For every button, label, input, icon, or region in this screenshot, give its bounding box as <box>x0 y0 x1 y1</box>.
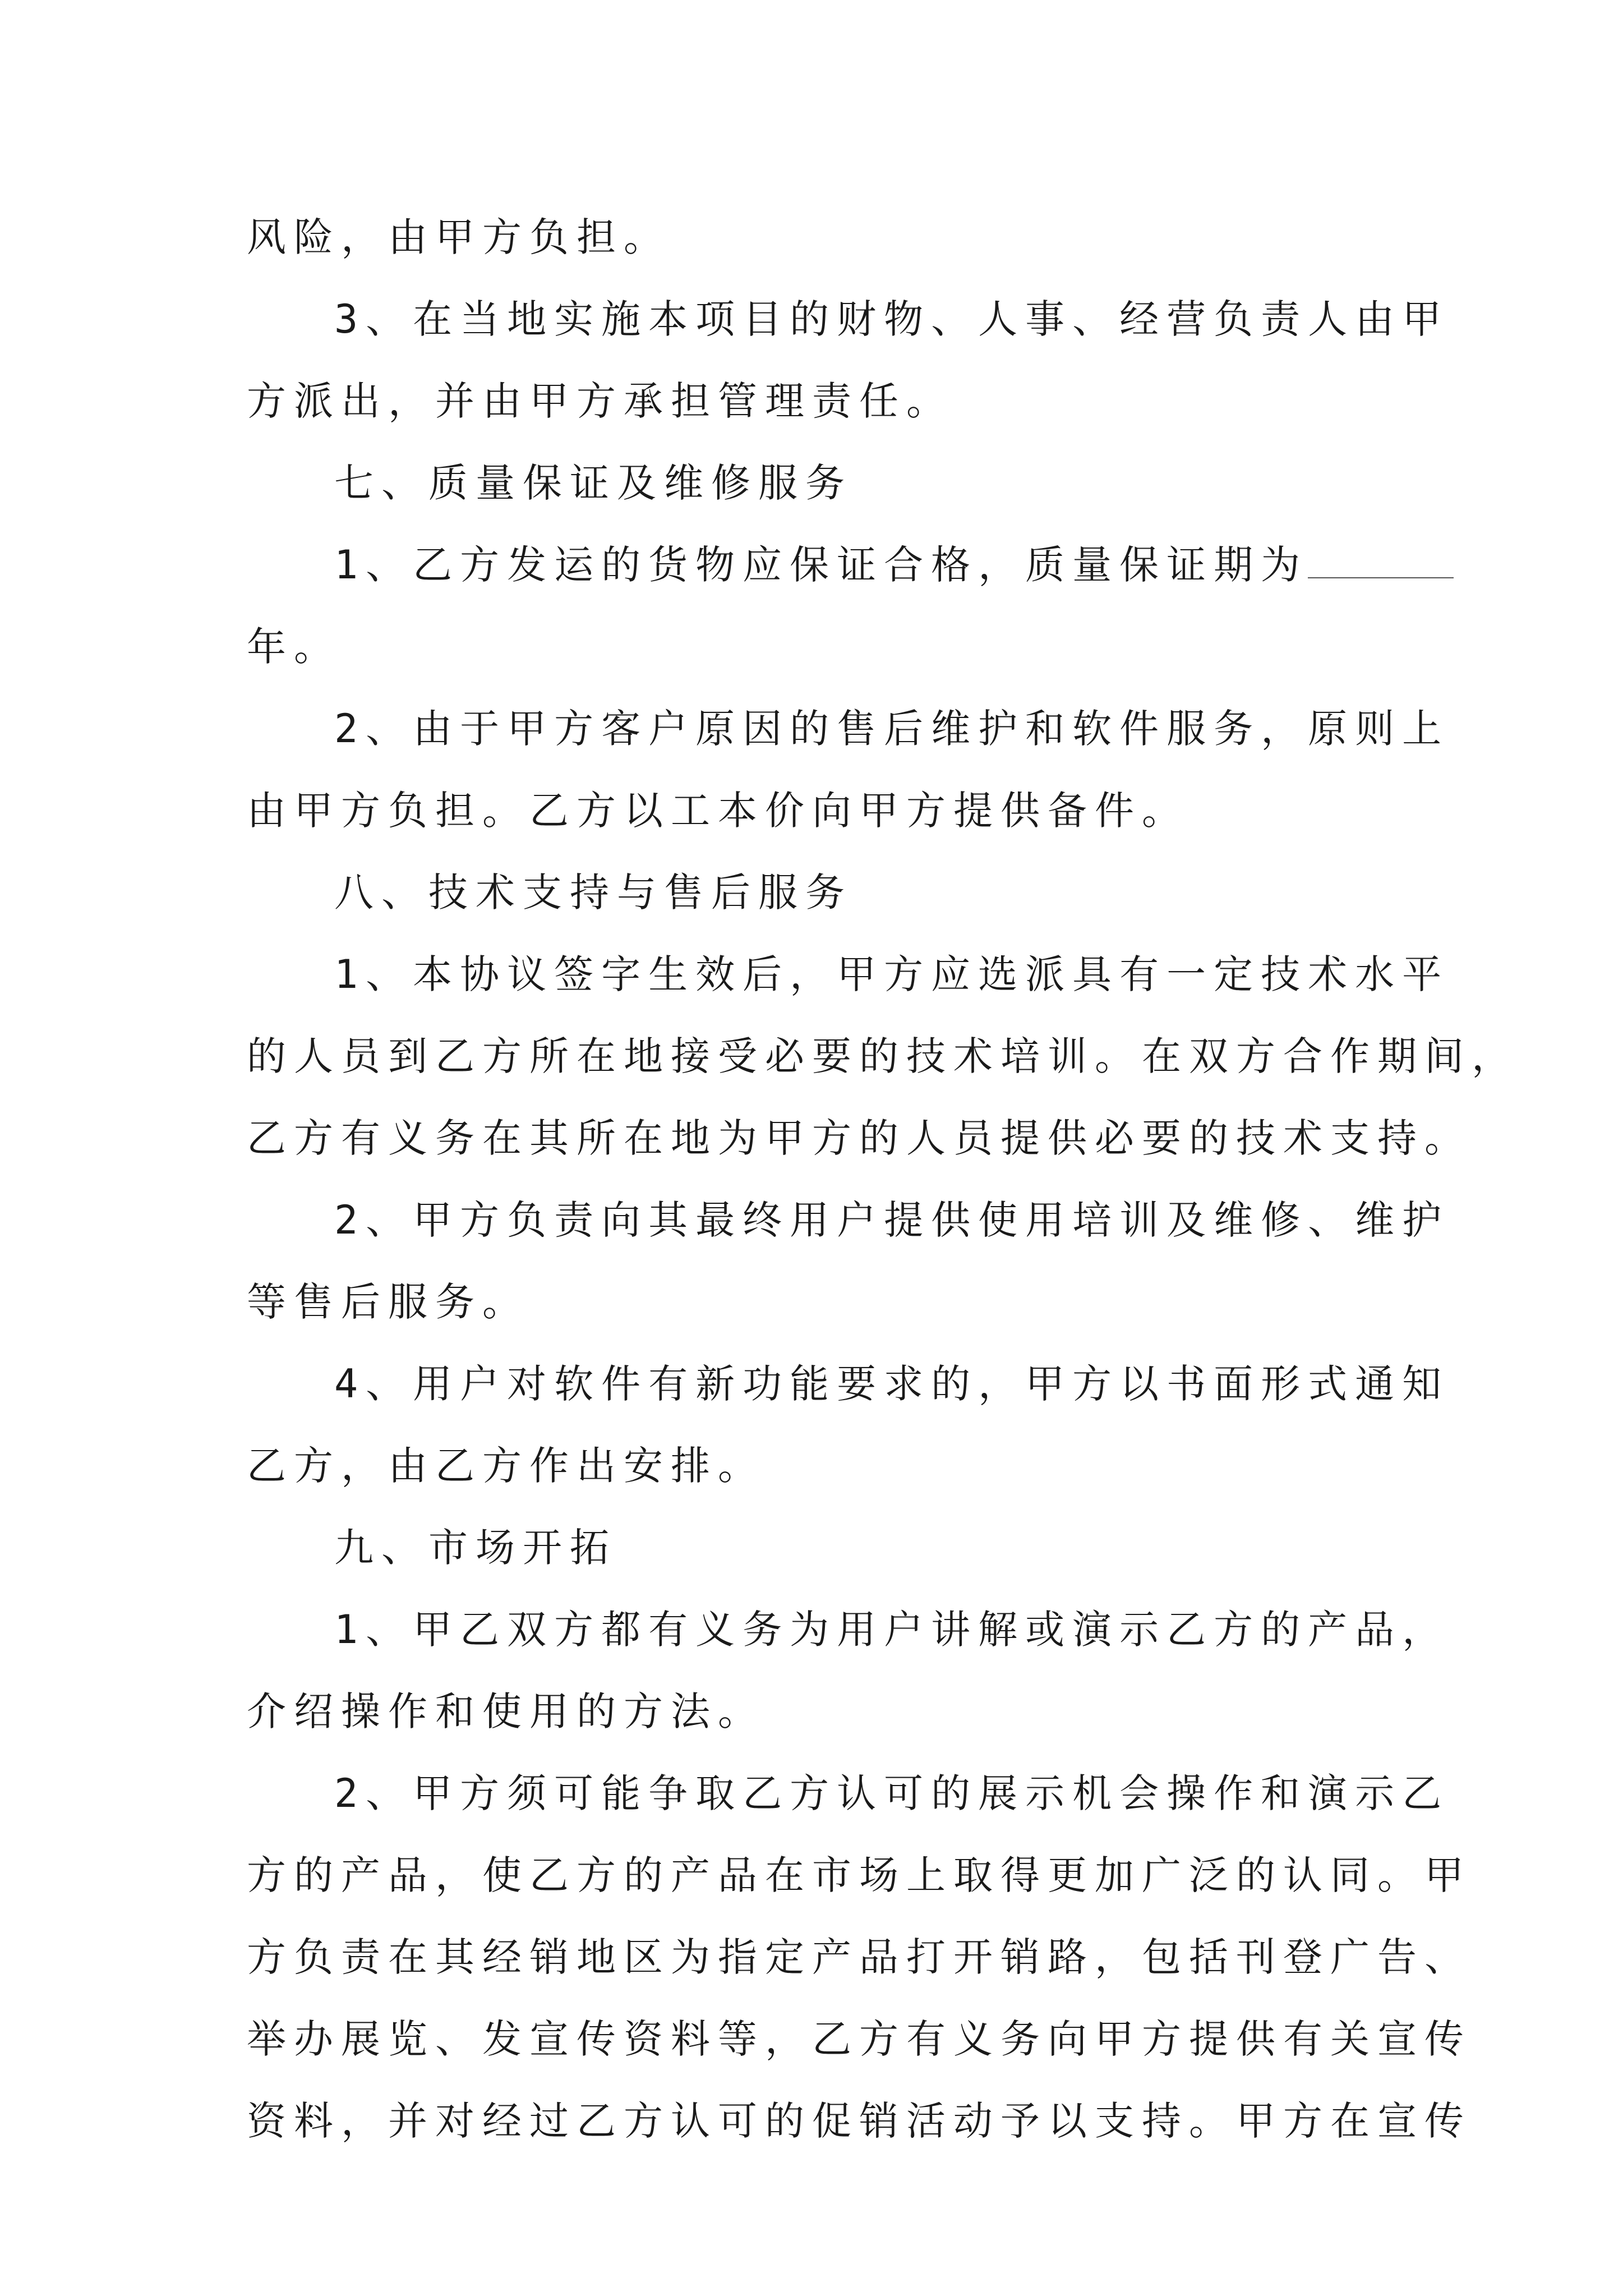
text-line: 由甲方负担。乙方以工本价向甲方提供备件。 <box>247 788 1189 834</box>
text-line: 资料，并对经过乙方认可的促销活动予以支持。甲方在宣传 <box>247 2098 1472 2144</box>
section-9-heading: 九、市场开拓 <box>334 1525 617 1571</box>
text-line: 风险，由甲方负担。 <box>247 214 671 260</box>
text-line: 等售后服务。 <box>247 1279 529 1325</box>
text-line: 年。 <box>247 624 341 670</box>
text-line: 方派出，并由甲方承担管理责任。 <box>247 378 953 424</box>
section-7-heading: 七、质量保证及维修服务 <box>334 460 852 506</box>
clause-text: 1、乙方发运的货物应保证合格，质量保证期为 <box>334 542 1308 588</box>
text-line: 介绍操作和使用的方法。 <box>247 1688 765 1734</box>
clause-3-line-1: 3、在当地实施本项目的财物、人事、经营负责人由甲 <box>334 296 1450 342</box>
text-line: 的人员到乙方所在地接受必要的技术培训。在双方合作期间， <box>247 1033 1519 1079</box>
clause-8-1-line-1: 1、本协议签字生效后，甲方应选派具有一定技术水平 <box>334 951 1450 997</box>
clause-8-2-line-1: 2、甲方负责向其最终用户提供使用培训及维修、维护 <box>334 1197 1450 1243</box>
text-line: 举办展览、发宣传资料等，乙方有义务向甲方提供有关宣传 <box>247 2016 1472 2062</box>
text-line: 方的产品，使乙方的产品在市场上取得更加广泛的认同。甲 <box>247 1852 1472 1898</box>
text-line: 乙方有义务在其所在地为甲方的人员提供必要的技术支持。 <box>247 1115 1472 1161</box>
clause-8-4-line-1: 4、用户对软件有新功能要求的，甲方以书面形式通知 <box>334 1361 1450 1407</box>
clause-7-2-line-1: 2、由于甲方客户原因的售后维护和软件服务，原则上 <box>334 706 1450 752</box>
document-body <box>247 196 1519 2162</box>
text-line: 乙方，由乙方作出安排。 <box>247 1443 765 1489</box>
warranty-period-blank <box>1308 536 1454 578</box>
clause-9-1-line-1: 1、甲乙双方都有义务为用户讲解或演示乙方的产品， <box>334 1607 1450 1653</box>
clause-7-1-line-1 <box>247 524 1388 606</box>
clause-9-2-line-1: 2、甲方须可能争取乙方认可的展示机会操作和演示乙 <box>334 1770 1450 1816</box>
section-8-heading: 八、技术支持与售后服务 <box>334 869 852 915</box>
text-line: 方负责在其经销地区为指定产品打开销路，包括刊登广告、 <box>247 1934 1472 1980</box>
